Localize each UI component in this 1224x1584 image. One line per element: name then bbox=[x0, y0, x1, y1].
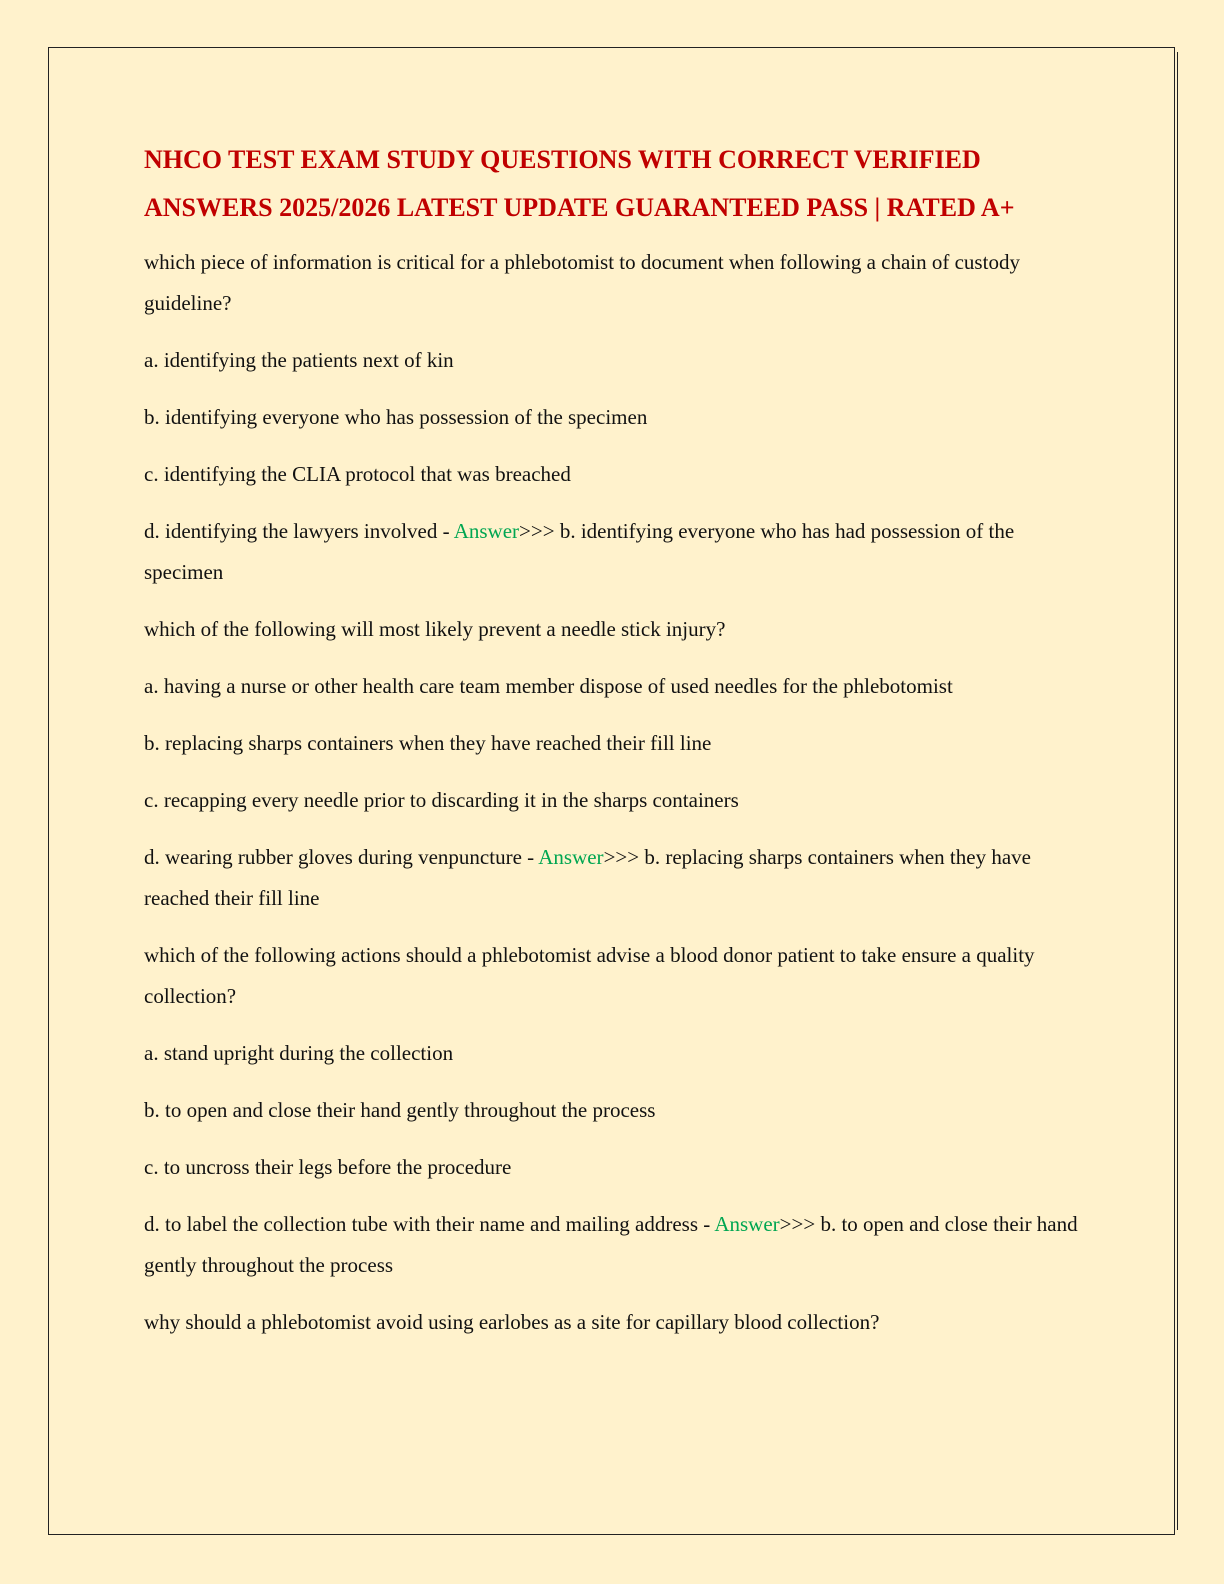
question-3-option-d: d. to label the collection tube with their name and mailing address - bbox=[144, 1212, 715, 1236]
document-title: NHCO TEST EXAM STUDY QUESTIONS WITH CORRECT VERIFIED ANSWERS 2025/2026 LATEST UPDATE GUARANTEED PASS | RATED A+ bbox=[144, 145, 1015, 222]
question-1-text: which piece of information is critical for a phlebotomist to document when following a chain of custody guideline? bbox=[144, 250, 1020, 315]
answer-separator: >>> bbox=[603, 845, 645, 869]
question-1-option-b: b. identifying everyone who has possession of the specimen bbox=[144, 405, 648, 429]
question-1-answer: b. identifying everyone who has had possession of the specimen bbox=[144, 519, 1015, 584]
question-3-option-c: c. to uncross their legs before the procedure bbox=[144, 1155, 512, 1179]
answer-separator: >>> bbox=[519, 519, 560, 543]
question-4-text: why should a phlebotomist avoid using earlobes as a site for capillary blood collection? bbox=[144, 1310, 880, 1334]
document-content bbox=[144, 136, 1084, 1359]
question-3-option-a: a. stand upright during the collection bbox=[144, 1041, 454, 1065]
question-3-text: which of the following actions should a phlebotomist advise a blood donor patient to take ensure a quality collection? bbox=[144, 943, 1035, 1008]
question-2-option-d: d. wearing rubber gloves during venpuncture - bbox=[144, 845, 539, 869]
question-1-option-d: d. identifying the lawyers involved - bbox=[144, 519, 454, 543]
question-2-text: which of the following will most likely prevent a needle stick injury? bbox=[144, 617, 726, 641]
question-3-answer: b. to open and close their hand gently throughout the process bbox=[144, 1212, 1078, 1277]
question-3-option-d-with-answer bbox=[144, 1204, 1084, 1286]
question-1-option-c: c. identifying the CLIA protocol that was breached bbox=[144, 462, 571, 486]
question-3-option-b: b. to open and close their hand gently throughout the process bbox=[144, 1098, 656, 1122]
answer-label: Answer bbox=[453, 519, 520, 543]
question-2-option-a: a. having a nurse or other health care team member dispose of used needles for the phlebotomist bbox=[144, 674, 953, 698]
question-2-answer: b. replacing sharps containers when they have reached their fill line bbox=[144, 845, 1031, 910]
answer-label: Answer bbox=[538, 845, 604, 869]
question-1-option-d-with-answer bbox=[144, 511, 1084, 593]
question-2-option-d-with-answer bbox=[144, 837, 1084, 919]
question-1-option-a: a. identifying the patients next of kin bbox=[144, 348, 454, 372]
answer-separator: >>> bbox=[779, 1212, 821, 1236]
question-2-option-b: b. replacing sharps containers when they have reached their fill line bbox=[144, 731, 712, 755]
answer-label: Answer bbox=[714, 1212, 780, 1236]
question-2-option-c: c. recapping every needle prior to discarding it in the sharps containers bbox=[144, 788, 739, 812]
